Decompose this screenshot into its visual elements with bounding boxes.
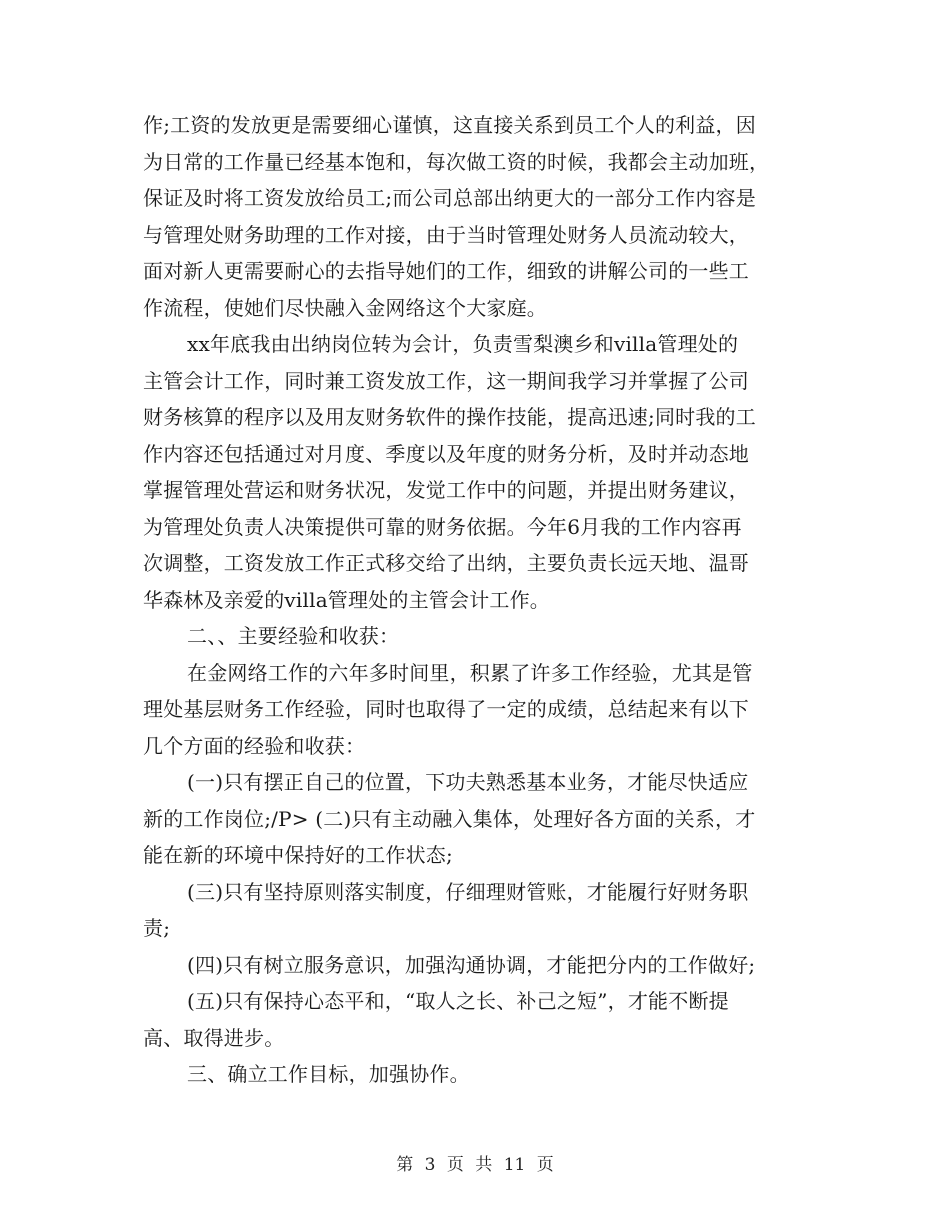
text-line: 高、取得进步。 — [143, 1025, 285, 1050]
text-line: 主管会计工作，同时兼工资发放工作，这一期间我学习并掌握了公司 — [143, 368, 749, 393]
text-line: (三)只有坚持原则落实制度，仔细理财管账，才能履行好财务职 — [187, 879, 749, 904]
text-line: 作流程，使她们尽快融入金网络这个大家庭。 — [143, 295, 547, 320]
text-line: 作内容还包括通过对月度、季度以及年度的财务分析，及时并动态地 — [143, 441, 749, 466]
text-line: 三、确立工作目标，加强协作。 — [187, 1062, 470, 1086]
text-line: 作;工资的发放更是需要细心谨慎，这直接关系到员工个人的利益，因 — [143, 113, 756, 137]
text-line: (四)只有树立服务意识，加强沟通协调，才能把分内的工作做好; — [187, 952, 756, 977]
text-line: 为日常的工作量已经基本饱和，每次做工资的时候，我都会主动加班， — [143, 149, 770, 174]
document-body — [143, 107, 808, 1093]
text-line: 能在新的环境中保持好的工作状态; — [143, 843, 453, 867]
text-line: (一)只有摆正自己的位置，下功夫熟悉基本业务，才能尽快适应 — [187, 770, 749, 794]
text-line: 责; — [143, 916, 171, 940]
text-line: 二、、主要经验和收获： — [187, 624, 400, 648]
page-number-footer: 第 3 页 共 11 页 — [396, 1155, 554, 1175]
text-line: 在金网络工作的六年多时间里，积累了许多工作经验，尤其是管 — [187, 660, 753, 685]
text-line: 掌握管理处营运和财务状况，发觉工作中的问题，并提出财务建议， — [143, 478, 749, 502]
text-line: (五)只有保持心态平和，“取人之长、补己之短”，才能不断提 — [187, 989, 729, 1013]
text-line: 理处基层财务工作经验，同时也取得了一定的成绩，总结起来有以下 — [143, 697, 749, 721]
text-line: 面对新人更需要耐心的去指导她们的工作，细致的讲解公司的一些工 — [143, 259, 749, 283]
text-line: xx年底我由出纳岗位转为会计，负责雪梨澳乡和villa管理处的 — [187, 332, 739, 356]
text-line: 与管理处财务助理的工作对接，由于当时管理处财务人员流动较大， — [143, 222, 749, 247]
text-line: 为管理处负责人决策提供可靠的财务依据。今年6月我的工作内容再 — [143, 514, 742, 539]
text-line: 保证及时将工资发放给员工;而公司总部出纳更大的一部分工作内容是 — [143, 186, 756, 210]
text-line: 几个方面的经验和收获： — [143, 733, 366, 758]
text-line: 新的工作岗位;/P> (二)只有主动融入集体，处理好各方面的关系，才 — [143, 806, 756, 831]
text-line: 财务核算的程序以及用友财务软件的操作技能，提高迅速;同时我的工 — [143, 405, 756, 429]
text-line: 次调整，工资发放工作正式移交给了出纳，主要负责长远天地、温哥 — [143, 551, 749, 575]
text-line: 华森林及亲爱的villa管理处的主管会计工作。 — [143, 587, 551, 612]
